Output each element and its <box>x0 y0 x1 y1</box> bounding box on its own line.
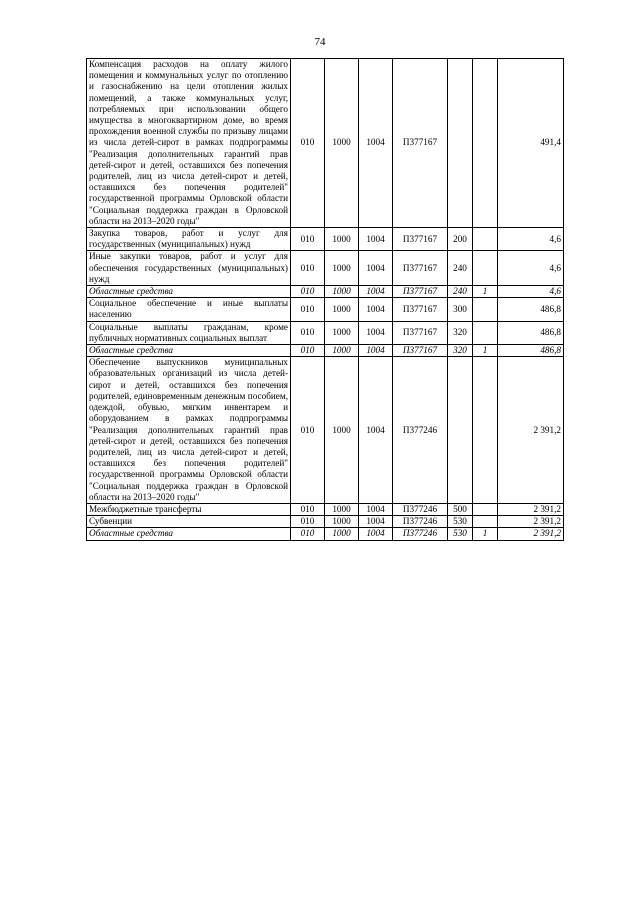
page-number: 74 <box>314 36 326 48</box>
table-row <box>87 357 564 504</box>
amount-cell: 2 391,2 <box>498 357 564 504</box>
amount-cell: 2 391,2 <box>498 528 564 540</box>
target-article-cell: П377246 <box>393 516 448 528</box>
table-row <box>87 345 564 357</box>
target-article-cell: П377167 <box>393 286 448 298</box>
section-code-cell: 1000 <box>325 228 359 251</box>
admin-code-cell: 010 <box>291 503 325 515</box>
subsection-code-cell: 1004 <box>359 251 393 286</box>
target-article-cell: П377246 <box>393 528 448 540</box>
target-article-cell: П377167 <box>393 228 448 251</box>
row-name-cell: Областные средства <box>87 286 291 298</box>
section-code-cell: 1000 <box>325 321 359 344</box>
amount-cell: 4,6 <box>498 251 564 286</box>
expense-type-cell: 300 <box>448 298 473 321</box>
admin-code-cell: 010 <box>291 298 325 321</box>
amount-cell: 486,8 <box>498 345 564 357</box>
subsection-code-cell: 1004 <box>359 228 393 251</box>
target-article-cell: П377167 <box>393 345 448 357</box>
table-row <box>87 251 564 286</box>
row-name-cell: Субвенции <box>87 516 291 528</box>
amount-cell: 4,6 <box>498 286 564 298</box>
row-name-cell: Социальное обеспечение и иные выплаты населению <box>87 298 291 321</box>
section-code-cell: 1000 <box>325 298 359 321</box>
row-name-cell: Обеспечение выпускников муниципальных образовательных организаций из числа детей-сирот и детей, оставшихся без попечения родителей, единовременным денежным пособием, одеждой, обувью, мягким инвентарем и оборудованием в рамках подпрограммы "Реализация дополнительных гарантий прав детей-сирот и детей, оставшихся без попечения родителей, лиц из числа детей-сирот и детей, оставшихся без попечения родителей" государственной программы Орловской области "Социальная поддержка граждан в Орловской области на 2013–2020 годы" <box>87 357 291 504</box>
table-row <box>87 321 564 344</box>
source-code-cell <box>473 321 498 344</box>
subsection-code-cell: 1004 <box>359 516 393 528</box>
section-code-cell: 1000 <box>325 59 359 228</box>
target-article-cell: П377167 <box>393 321 448 344</box>
section-code-cell: 1000 <box>325 516 359 528</box>
source-code-cell <box>473 357 498 504</box>
subsection-code-cell: 1004 <box>359 286 393 298</box>
section-code-cell: 1000 <box>325 286 359 298</box>
section-code-cell: 1000 <box>325 357 359 504</box>
expense-type-cell: 530 <box>448 528 473 540</box>
subsection-code-cell: 1004 <box>359 503 393 515</box>
subsection-code-cell: 1004 <box>359 298 393 321</box>
admin-code-cell: 010 <box>291 321 325 344</box>
target-article-cell: П377167 <box>393 298 448 321</box>
admin-code-cell: 010 <box>291 228 325 251</box>
amount-cell: 486,8 <box>498 321 564 344</box>
expense-type-cell: 320 <box>448 345 473 357</box>
subsection-code-cell: 1004 <box>359 345 393 357</box>
source-code-cell <box>473 516 498 528</box>
target-article-cell: П377167 <box>393 251 448 286</box>
amount-cell: 2 391,2 <box>498 516 564 528</box>
section-code-cell: 1000 <box>325 503 359 515</box>
table-row <box>87 503 564 515</box>
subsection-code-cell: 1004 <box>359 321 393 344</box>
source-code-cell <box>473 298 498 321</box>
expense-type-cell: 530 <box>448 516 473 528</box>
row-name-cell: Социальные выплаты гражданам, кроме публичных нормативных социальных выплат <box>87 321 291 344</box>
amount-cell: 2 391,2 <box>498 503 564 515</box>
source-code-cell <box>473 59 498 228</box>
expense-type-cell: 240 <box>448 286 473 298</box>
source-code-cell: 1 <box>473 286 498 298</box>
row-name-cell: Областные средства <box>87 528 291 540</box>
row-name-cell: Закупка товаров, работ и услуг для государственных (муниципальных) нужд <box>87 228 291 251</box>
admin-code-cell: 010 <box>291 528 325 540</box>
admin-code-cell: 010 <box>291 345 325 357</box>
table-row <box>87 59 564 228</box>
table-body <box>87 59 564 541</box>
admin-code-cell: 010 <box>291 357 325 504</box>
subsection-code-cell: 1004 <box>359 528 393 540</box>
row-name-cell: Межбюджетные трансферты <box>87 503 291 515</box>
table-row <box>87 286 564 298</box>
expense-type-cell: 200 <box>448 228 473 251</box>
section-code-cell: 1000 <box>325 528 359 540</box>
table-row <box>87 516 564 528</box>
expense-type-cell: 500 <box>448 503 473 515</box>
table-row <box>87 298 564 321</box>
target-article-cell: П377246 <box>393 357 448 504</box>
source-code-cell: 1 <box>473 528 498 540</box>
admin-code-cell: 010 <box>291 251 325 286</box>
admin-code-cell: 010 <box>291 59 325 228</box>
admin-code-cell: 010 <box>291 516 325 528</box>
budget-table <box>86 58 564 541</box>
source-code-cell: 1 <box>473 345 498 357</box>
section-code-cell: 1000 <box>325 345 359 357</box>
expense-type-cell <box>448 59 473 228</box>
subsection-code-cell: 1004 <box>359 357 393 504</box>
target-article-cell: П377246 <box>393 503 448 515</box>
expense-type-cell <box>448 357 473 504</box>
table-row <box>87 228 564 251</box>
expense-type-cell: 320 <box>448 321 473 344</box>
amount-cell: 486,8 <box>498 298 564 321</box>
expense-type-cell: 240 <box>448 251 473 286</box>
source-code-cell <box>473 503 498 515</box>
table-row <box>87 528 564 540</box>
source-code-cell <box>473 251 498 286</box>
row-name-cell: Областные средства <box>87 345 291 357</box>
target-article-cell: П377167 <box>393 59 448 228</box>
admin-code-cell: 010 <box>291 286 325 298</box>
source-code-cell <box>473 228 498 251</box>
row-name-cell: Компенсация расходов на оплату жилого помещения и коммунальных услуг по отоплению и газоснабжению на цели отопления жилых помещений, а также коммунальных услуг, потребляемых при использовании общего имущества в многоквартирном доме, во время прохождения военной службы по призыву лицами из числа детей-сирот в рамках подпрограммы "Реализация дополнительных гарантий прав детей-сирот и детей, оставшихся без попечения родителей, лиц из числа детей-сирот и детей, оставшихся без попечения родителей" государственной программы Орловской области "Социальная поддержка граждан в Орловской области на 2013–2020 годы" <box>87 59 291 228</box>
amount-cell: 4,6 <box>498 228 564 251</box>
subsection-code-cell: 1004 <box>359 59 393 228</box>
row-name-cell: Иные закупки товаров, работ и услуг для обеспечения государственных (муниципальных) нужд <box>87 251 291 286</box>
amount-cell: 491,4 <box>498 59 564 228</box>
section-code-cell: 1000 <box>325 251 359 286</box>
